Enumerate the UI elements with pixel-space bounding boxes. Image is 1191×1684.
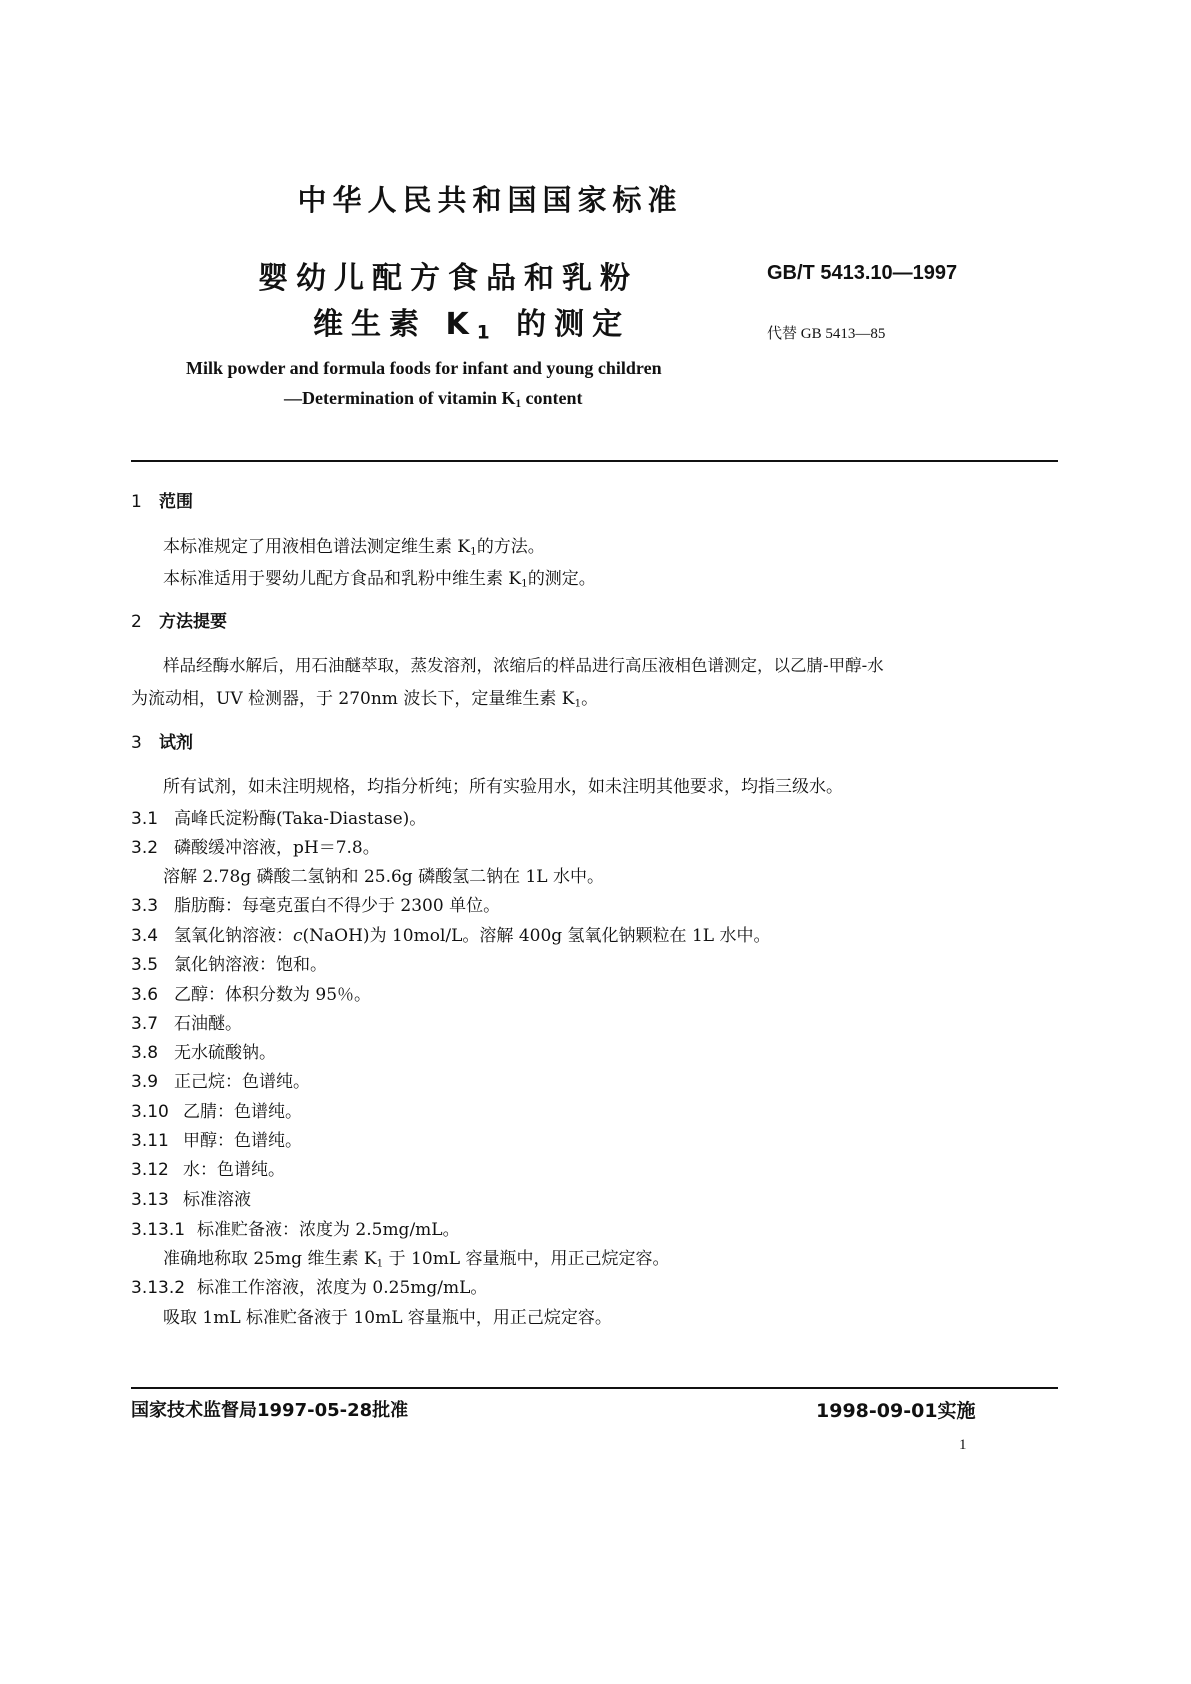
item-3-13-1: 3.13.1 标准贮备液：浓度为 2.5mg/mL。: [131, 1220, 460, 1240]
item-3-12: 3.12 水：色谱纯。: [131, 1160, 285, 1180]
english-title-line-2: —Determination of vitamin $K_1$ content: [284, 388, 583, 410]
item-3-2-detail: 溶解 2.78g 磷酸二氢钠和 25.6g 磷酸氢二钠在 1L 水中。: [163, 867, 604, 887]
item-3-13: 3.13 标准溶液: [131, 1190, 251, 1210]
item-3-2: 3.2 磷酸缓冲溶液，pH＝7.8。: [131, 838, 380, 858]
section-3-intro: 所有试剂，如未注明规格，均指分析纯；所有实验用水，如未注明其他要求，均指三级水。: [163, 777, 843, 797]
section-3-heading: 3 试剂: [131, 733, 193, 753]
title-line-1: 婴幼儿配方食品和乳粉: [258, 261, 638, 296]
national-standard-heading: 中华人民共和国国家标准: [297, 183, 683, 217]
replaces-standard: 代替 GB 5413—85: [767, 326, 886, 342]
item-3-5: 3.5 氯化钠溶液：饱和。: [131, 955, 327, 975]
english-title-line-1: Milk powder and formula foods for infant and young children: [186, 358, 662, 378]
standard-number: GB/T 5413.10—1997: [767, 262, 958, 284]
section-2-line-2: 为流动相，UV 检测器，于 270nm 波长下，定量维生素 $K_1$。: [131, 689, 599, 710]
page-number: 1: [959, 1437, 967, 1453]
title-line-2: 维生素 $K_1$ 的测定: [313, 307, 631, 344]
item-3-1: 3.1 高峰氏淀粉酶(Taka-Diastase)。: [131, 809, 427, 829]
section-2-line-1: 样品经酶水解后，用石油醚萃取，蒸发溶剂，浓缩后的样品进行高压液相色谱测定，以乙腈-甲醇-水: [163, 656, 884, 675]
item-3-7: 3.7 石油醚。: [131, 1014, 242, 1034]
item-3-13-2-detail: 吸取 1mL 标准贮备液于 10mL 容量瓶中，用正己烷定容。: [163, 1308, 612, 1328]
item-3-3: 3.3 脂肪酶：每毫克蛋白不得少于 2300 单位。: [131, 896, 501, 916]
section-2-heading: 2 方法提要: [131, 612, 227, 632]
footer-rule: [131, 1387, 1058, 1389]
section-1-heading: 1 范围: [131, 492, 193, 512]
approval-date: 国家技术监督局1997-05-28批准: [131, 1400, 409, 1421]
item-3-11: 3.11 甲醇：色谱纯。: [131, 1131, 302, 1151]
item-3-6: 3.6 乙醇：体积分数为 95％。: [131, 985, 372, 1005]
item-3-13-2: 3.13.2 标准工作溶液，浓度为 0.25mg/mL。: [131, 1278, 488, 1298]
section-1-paragraph-2: 本标准适用于婴幼儿配方食品和乳粉中维生素 $K_1$的测定。: [163, 569, 596, 590]
section-1-paragraph-1: 本标准规定了用液相色谱法测定维生素 $K_1$的方法。: [163, 537, 545, 558]
effective-date: 1998-09-01实施: [816, 1400, 976, 1422]
item-3-10: 3.10 乙腈：色谱纯。: [131, 1102, 302, 1122]
item-3-8: 3.8 无水硫酸钠。: [131, 1043, 276, 1063]
item-3-4: 3.4 氢氧化钠溶液：c(NaOH)为 10mol/L。溶解 400g 氢氧化钠颗粒在 1L 水中。: [131, 926, 771, 946]
header-rule: [131, 460, 1058, 462]
item-3-13-1-detail: 准确地称取 25mg 维生素 $K_1$ 于 10mL 容量瓶中，用正己烷定容。: [163, 1249, 670, 1270]
item-3-9: 3.9 正己烷：色谱纯。: [131, 1072, 310, 1092]
